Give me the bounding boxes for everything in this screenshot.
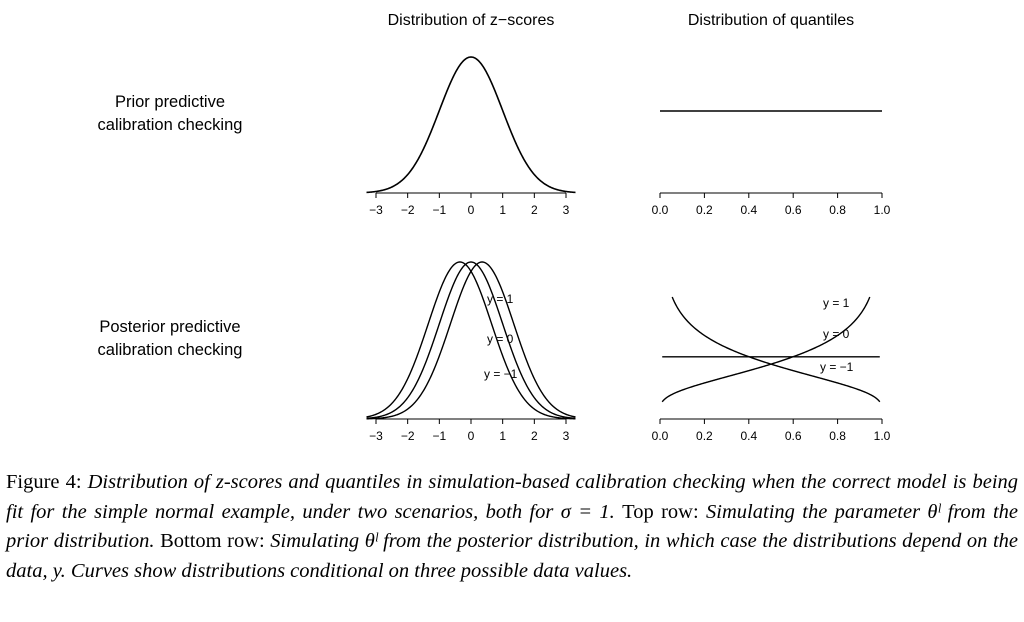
figure-caption <box>6 468 1018 586</box>
x-tick-label: −3 <box>369 429 383 443</box>
x-tick-label: −1 <box>432 203 447 217</box>
series-label: y = 0 <box>823 327 850 341</box>
x-tick-label: 1 <box>499 203 507 217</box>
x-tick-label: 0 <box>467 203 475 217</box>
series-label: y = −1 <box>820 360 854 374</box>
quantile-density-curve <box>662 297 870 402</box>
x-tick-label: −1 <box>432 429 447 443</box>
x-tick-label: 1 <box>499 429 507 443</box>
row-label-posterior-line2: calibration checking <box>97 341 243 359</box>
density-curve <box>367 57 576 192</box>
x-tick-label: 3 <box>562 429 570 443</box>
caption-top-row-label: Top row: <box>622 500 699 523</box>
series-label: y = −1 <box>484 367 518 381</box>
x-tick-label: 0.4 <box>740 203 758 217</box>
x-tick-label: 2 <box>530 429 538 443</box>
caption-figure-label: Figure 4: <box>6 471 82 493</box>
x-tick-label: 0.2 <box>696 429 713 443</box>
x-tick-label: 0.8 <box>829 429 846 443</box>
caption-bottom-row-label: Bottom row: <box>160 530 265 552</box>
x-tick-label: 0.2 <box>696 203 713 217</box>
x-tick-label: −2 <box>400 203 415 217</box>
x-tick-label: 0.0 <box>651 429 669 443</box>
row-label-prior-line2: calibration checking <box>97 116 243 134</box>
x-tick-label: 1.0 <box>873 429 891 443</box>
x-tick-label: 1.0 <box>873 203 891 217</box>
x-tick-label: 0.6 <box>784 203 802 217</box>
panel-posterior-z <box>367 262 576 443</box>
x-tick-label: 0 <box>467 429 475 443</box>
x-tick-label: 0.4 <box>740 429 758 443</box>
panel-prior-z <box>367 57 576 217</box>
x-tick-label: 0.0 <box>651 203 669 217</box>
row-label-prior-line1: Prior predictive <box>114 93 226 111</box>
caption-part1: Distribution of z-scores and quantiles in simulation-based calibration checking when the correct model is being fit for the simple normal example, under two scenarios, both for σ = 1. <box>6 471 1019 523</box>
series-label: y = 1 <box>487 292 514 306</box>
series-label: y = 1 <box>823 296 850 310</box>
column-title-z-scores: Distribution of z−scores <box>387 12 555 29</box>
quantile-density-curve <box>672 297 880 402</box>
column-title-quantiles: Distribution of quantiles <box>687 12 855 29</box>
x-tick-label: −3 <box>369 203 383 217</box>
row-label-posterior-line1: Posterior predictive <box>99 318 241 336</box>
x-tick-label: 0.6 <box>784 429 802 443</box>
panel-posterior-q <box>652 296 891 443</box>
x-tick-label: 2 <box>530 203 538 217</box>
series-label: y = 0 <box>487 332 514 346</box>
x-tick-label: −2 <box>400 429 415 443</box>
panel-prior-q <box>652 111 891 217</box>
x-tick-label: 3 <box>562 203 570 217</box>
caption-part3: Simulating θˡ from the posterior distribution, in which case the distributions depend on the data, y. Curves show distributions conditional on three possible data values. <box>6 530 1019 582</box>
caption-part2: Simulating the parameter θˡ from the prior distribution. <box>6 500 1019 552</box>
x-tick-label: 0.8 <box>829 203 846 217</box>
